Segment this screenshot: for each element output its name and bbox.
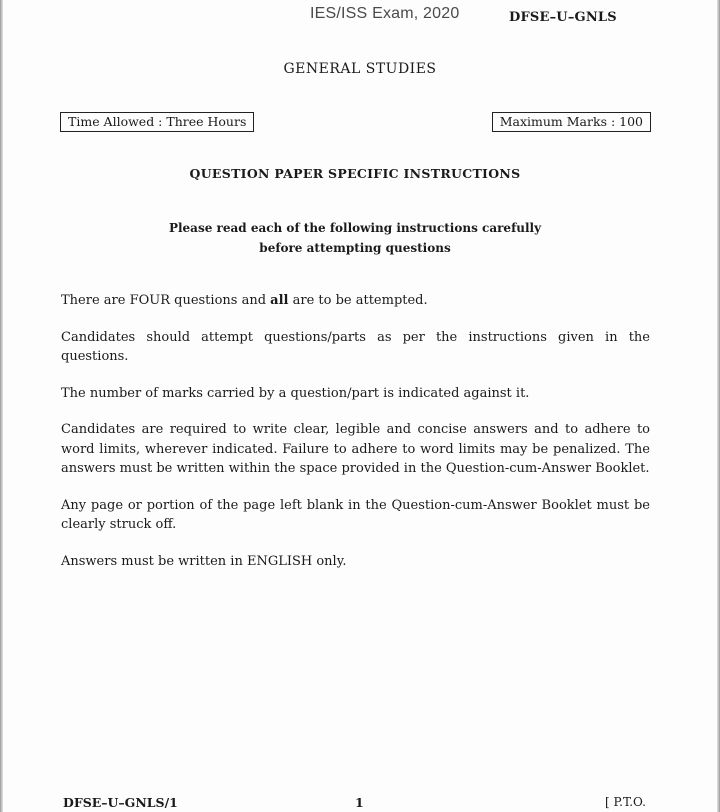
paper-code: DFSE–U–GNLS (509, 10, 617, 25)
page-left-edge (0, 0, 3, 812)
footer-pto: [ P.T.O. (605, 795, 646, 809)
intro-note-line-2: before attempting questions (259, 241, 451, 255)
instruction-item: Answers must be written in ENGLISH only. (61, 553, 347, 569)
section-heading: QUESTION PAPER SPECIFIC INSTRUCTIONS (189, 166, 521, 181)
intro-note-line-1: Please read each of the following instructions carefully (168, 221, 542, 235)
instruction-text: are to be attempted. (288, 293, 428, 308)
maximum-marks-box: Maximum Marks : 100 (492, 112, 651, 132)
instructions-list (61, 291, 650, 588)
instruction-item: Candidates should attempt questions/parts as per the instructions given in the questions. (61, 329, 650, 364)
instruction-text: There are FOUR questions and (61, 293, 271, 308)
instruction-emphasis: all (270, 293, 289, 308)
subject-title: GENERAL STUDIES (283, 61, 437, 77)
instruction-item: Candidates are required to write clear, legible and concise answers and to adhere to word limits, wherever indicated. Failure to adhere to word limits may be penalized. The answers must be written within the space provided in the Question-cum-Answer Booklet. (61, 422, 650, 476)
instruction-item: The number of marks carried by a question/part is indicated against it. (61, 385, 530, 401)
intro-note (0, 218, 710, 258)
footer-paper-code: DFSE–U–GNLS/1 (63, 795, 178, 810)
footer-page-number: 1 (355, 795, 364, 810)
instruction-item (61, 291, 650, 311)
exam-title: IES/ISS Exam, 2020 (310, 5, 460, 22)
instruction-item: Any page or portion of the page left blank in the Question-cum-Answer Booklet must be clearly struck off. (61, 497, 650, 532)
time-allowed-box: Time Allowed : Three Hours (60, 112, 254, 132)
